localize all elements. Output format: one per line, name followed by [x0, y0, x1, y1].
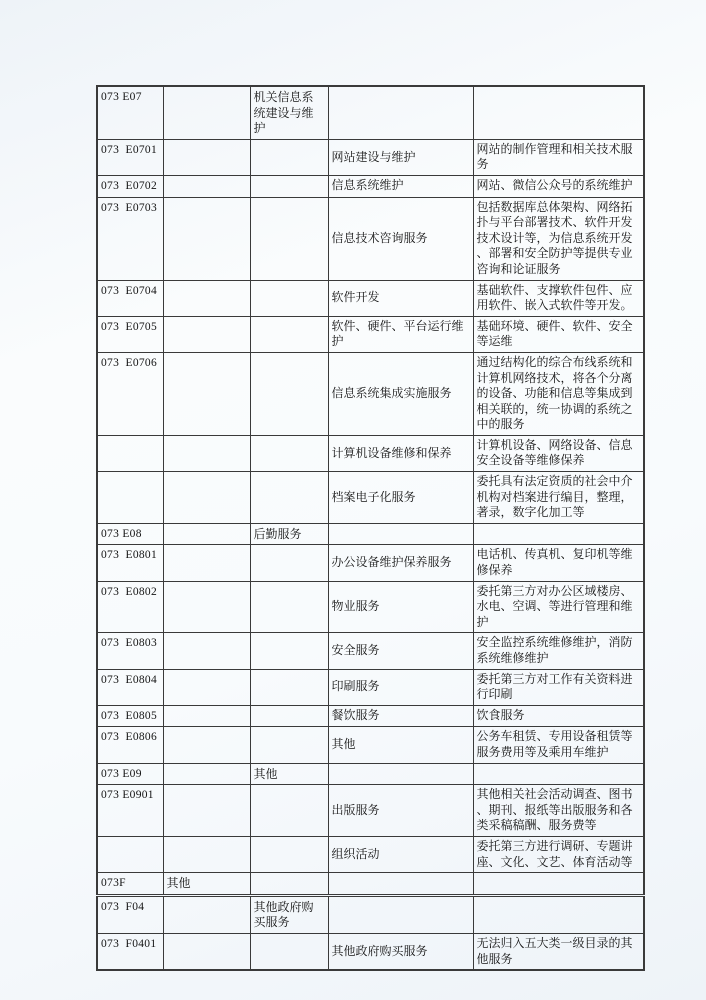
category1-cell: [163, 581, 250, 633]
item-name-cell: 安全服务: [328, 633, 473, 669]
category2-cell: [250, 727, 328, 763]
category2-cell: [250, 435, 328, 471]
category1-cell: [163, 669, 250, 705]
table-row: [97, 933, 644, 970]
item-name-cell: [328, 895, 473, 933]
code-cell: 073 E0806: [97, 727, 163, 763]
description-cell: 饮食服务: [473, 705, 644, 727]
category1-cell: [163, 197, 250, 280]
table-row: [97, 435, 644, 471]
category2-cell: [250, 933, 328, 970]
table-row: [97, 175, 644, 197]
item-name-cell: 餐饮服务: [328, 705, 473, 727]
description-cell: 委托具有法定资质的社会中介机构对档案进行编目，整理，著录，数字化加工等: [473, 472, 644, 524]
procurement-catalog-table: [96, 85, 645, 971]
category1-cell: [163, 785, 250, 837]
description-cell: [473, 86, 644, 139]
category2-cell: 其他: [250, 763, 328, 785]
code-cell: 073 E0702: [97, 175, 163, 197]
description-cell: 无法归入五大类一级目录的其他服务: [473, 933, 644, 970]
category1-cell: [163, 836, 250, 872]
table-row: [97, 705, 644, 727]
description-cell: 公务车租赁、专用设备租赁等服务费用等及乘用车维护: [473, 727, 644, 763]
item-name-cell: [328, 523, 473, 545]
table-row: [97, 836, 644, 872]
item-name-cell: 组织活动: [328, 836, 473, 872]
catalog-table-body: [97, 86, 644, 970]
code-cell: 073 E0704: [97, 280, 163, 316]
item-name-cell: 软件、硬件、平台运行维护: [328, 316, 473, 352]
code-cell: 073 F04: [97, 895, 163, 933]
category1-cell: [163, 727, 250, 763]
description-cell: 通过结构化的综合布线系统和计算机网络技术，将各个分离的设备、功能和信息等集成到相关联的，统一协调的系统之中的服务: [473, 352, 644, 435]
item-name-cell: [328, 763, 473, 785]
description-cell: 网站、微信公众号的系统维护: [473, 175, 644, 197]
table-row: [97, 873, 644, 896]
table-row: [97, 669, 644, 705]
item-name-cell: 计算机设备维修和保养: [328, 435, 473, 471]
code-cell: 073 E0801: [97, 545, 163, 581]
table-row: [97, 581, 644, 633]
code-cell: [97, 472, 163, 524]
table-row: [97, 197, 644, 280]
category2-cell: 机关信息系统建设与维护: [250, 86, 328, 139]
table-row: [97, 895, 644, 933]
item-name-cell: 办公设备维护保养服务: [328, 545, 473, 581]
item-name-cell: 印刷服务: [328, 669, 473, 705]
category2-cell: [250, 197, 328, 280]
code-cell: 073 E0706: [97, 352, 163, 435]
code-cell: 073 E0701: [97, 139, 163, 175]
category1-cell: [163, 280, 250, 316]
code-cell: 073 E07: [97, 86, 163, 139]
item-name-cell: 其他政府购买服务: [328, 933, 473, 970]
item-name-cell: 信息系统维护: [328, 175, 473, 197]
code-cell: 073 F0401: [97, 933, 163, 970]
item-name-cell: 软件开发: [328, 280, 473, 316]
category2-cell: [250, 139, 328, 175]
category2-cell: [250, 472, 328, 524]
table-row: [97, 523, 644, 545]
code-cell: 073 E0803: [97, 633, 163, 669]
table-row: [97, 545, 644, 581]
description-cell: 基础软件、支撑软件包件、应用软件、嵌入式软件等开发。: [473, 280, 644, 316]
item-name-cell: 网站建设与维护: [328, 139, 473, 175]
item-name-cell: 物业服务: [328, 581, 473, 633]
table-row: [97, 785, 644, 837]
category1-cell: [163, 352, 250, 435]
category1-cell: [163, 933, 250, 970]
category2-cell: [250, 352, 328, 435]
category2-cell: [250, 581, 328, 633]
item-name-cell: 其他: [328, 727, 473, 763]
category2-cell: [250, 669, 328, 705]
category1-cell: [163, 705, 250, 727]
item-name-cell: 档案电子化服务: [328, 472, 473, 524]
item-name-cell: 信息技术咨询服务: [328, 197, 473, 280]
code-cell: 073 E08: [97, 523, 163, 545]
description-cell: [473, 763, 644, 785]
category1-cell: [163, 86, 250, 139]
category1-cell: [163, 435, 250, 471]
category1-cell: [163, 175, 250, 197]
item-name-cell: [328, 86, 473, 139]
table-row: [97, 633, 644, 669]
code-cell: [97, 435, 163, 471]
table-row: [97, 727, 644, 763]
code-cell: [97, 836, 163, 872]
category1-cell: 其他: [163, 873, 250, 896]
table-row: [97, 280, 644, 316]
table-row: [97, 316, 644, 352]
category2-cell: 其他政府购买服务: [250, 895, 328, 933]
code-cell: 073 E09: [97, 763, 163, 785]
description-cell: 委托第三方对办公区域楼房、水电、空调、等进行管理和维护: [473, 581, 644, 633]
category2-cell: [250, 545, 328, 581]
description-cell: 安全监控系统维修维护，消防系统维修维护: [473, 633, 644, 669]
category1-cell: [163, 763, 250, 785]
description-cell: 基础环境、硬件、软件、安全等运维: [473, 316, 644, 352]
category1-cell: [163, 895, 250, 933]
table-row: [97, 472, 644, 524]
description-cell: 计算机设备、网络设备、信息安全设备等维修保养: [473, 435, 644, 471]
category1-cell: [163, 316, 250, 352]
description-cell: 委托第三方进行调研、专题讲座、文化、文艺、体育活动等: [473, 836, 644, 872]
description-cell: 委托第三方对工作有关资料进行印刷: [473, 669, 644, 705]
table-row: [97, 352, 644, 435]
category2-cell: [250, 175, 328, 197]
category1-cell: [163, 139, 250, 175]
code-cell: 073 E0804: [97, 669, 163, 705]
code-cell: 073 E0705: [97, 316, 163, 352]
category1-cell: [163, 523, 250, 545]
category1-cell: [163, 472, 250, 524]
description-cell: 包括数据库总体架构、网络拓扑与平台部署技术、软件开发技术设计等，为信息系统开发、部署和安全防护等提供专业咨询和论证服务: [473, 197, 644, 280]
description-cell: [473, 873, 644, 896]
category2-cell: [250, 836, 328, 872]
category2-cell: [250, 873, 328, 896]
table-row: [97, 86, 644, 139]
category1-cell: [163, 633, 250, 669]
category2-cell: [250, 316, 328, 352]
category2-cell: [250, 280, 328, 316]
description-cell: 电话机、传真机、复印机等维修保养: [473, 545, 644, 581]
item-name-cell: [328, 873, 473, 896]
code-cell: 073 E0703: [97, 197, 163, 280]
category2-cell: [250, 705, 328, 727]
item-name-cell: 信息系统集成实施服务: [328, 352, 473, 435]
table-row: [97, 763, 644, 785]
code-cell: 073 E0901: [97, 785, 163, 837]
item-name-cell: 出版服务: [328, 785, 473, 837]
description-cell: 网站的制作管理和相关技术服务: [473, 139, 644, 175]
category2-cell: [250, 633, 328, 669]
description-cell: 其他相关社会活动调查、图书、期刊、报纸等出版服务和各类采稿稿酬、服务费等: [473, 785, 644, 837]
category2-cell: 后勤服务: [250, 523, 328, 545]
code-cell: 073F: [97, 873, 163, 896]
description-cell: [473, 523, 644, 545]
description-cell: [473, 895, 644, 933]
code-cell: 073 E0802: [97, 581, 163, 633]
category1-cell: [163, 545, 250, 581]
code-cell: 073 E0805: [97, 705, 163, 727]
category2-cell: [250, 785, 328, 837]
table-row: [97, 139, 644, 175]
